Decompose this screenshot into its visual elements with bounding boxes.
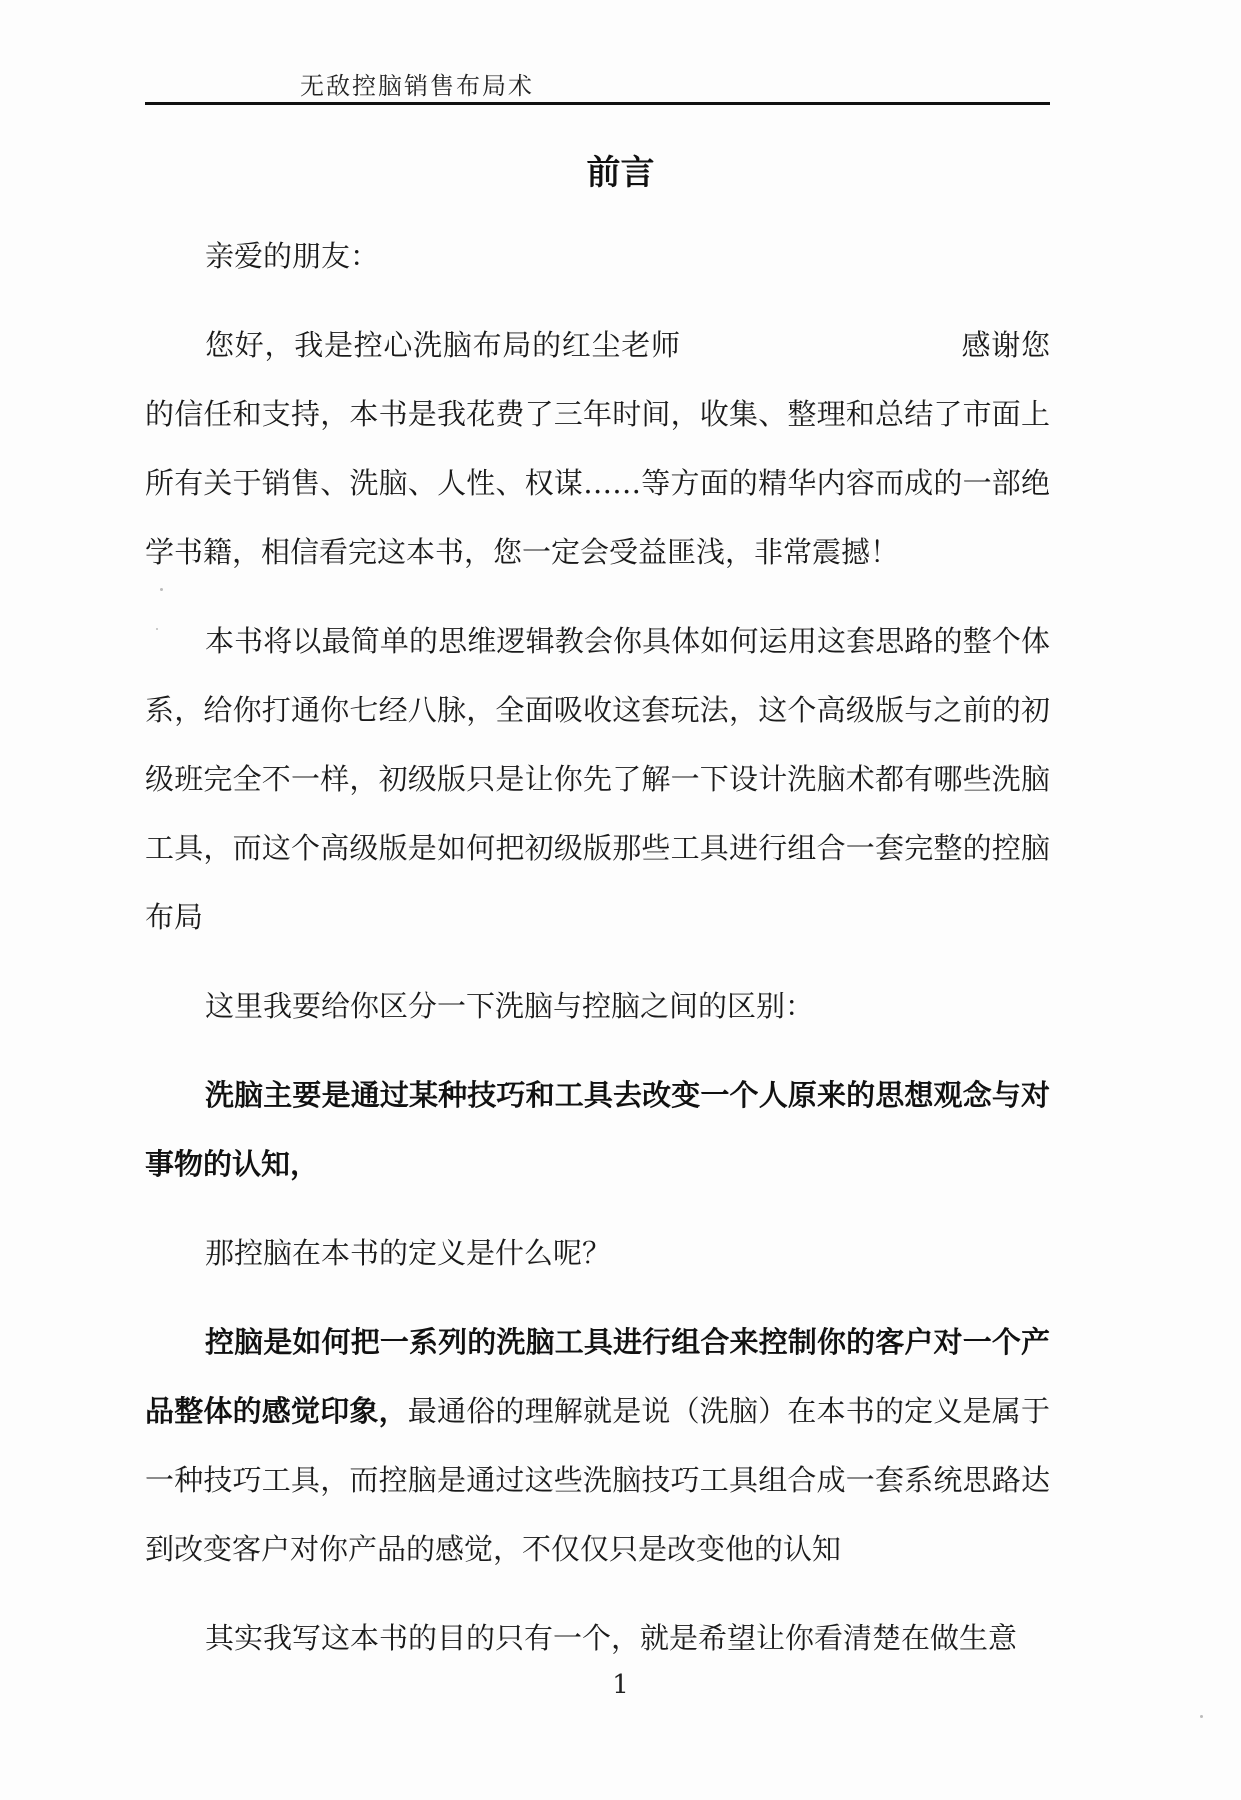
paragraph-text: 这里我要给你区分一下洗脑与控脑之间的区别：: [205, 989, 815, 1023]
paragraph-text: 那控脑在本书的定义是什么呢？: [205, 1236, 612, 1270]
paragraph-bold-text: 洗脑主要是通过某种技巧和工具去改变一个人原来的思想观念与对事物的认知，: [145, 1078, 1050, 1181]
page-title: 前言: [586, 153, 655, 193]
paragraph-control-definition: [145, 1308, 1050, 1584]
page-number: 1: [612, 1670, 629, 1700]
paragraph-bold-text: 控脑是如何把一系列的洗脑工具进行组合来控制你的客户对一个产品整体的感觉印象，: [145, 1325, 1050, 1428]
body-text: [145, 222, 1050, 1693]
scan-artifact: [156, 628, 158, 630]
paragraph-book-purpose: [145, 607, 1050, 952]
paragraph-question: [145, 1219, 1050, 1288]
header-rule: [145, 102, 1050, 105]
paragraph-text: 本书将以最简单的思维逻辑教会你具体如何运用这套思路的整个体系，给你打通你七经八脉，全面吸收这套玩法，这个高级版与之前的初级班完全不一样，初级版只是让你先了解一下设计洗脑术都有哪些洗脑工具，而这个高级版是如何把初级版那些工具进行组合一套完整的控脑布局: [145, 624, 1050, 934]
scan-artifact: [1200, 1715, 1203, 1718]
paragraph-text: 感谢您的信任和支持，本书是我花费了三年时间，收集、整理和总结了市面上所有关于销售、洗脑、人性、权谋……等方面的精华内容而成的一部绝学书籍，相信看完这本书，您一定会受益匪浅，非常震撼！: [145, 328, 1050, 569]
paragraph-text: 亲爱的朋友：: [205, 239, 380, 273]
paragraph-text: 最通俗的理解就是说（洗脑）在本书的定义是属于一种技巧工具，而控脑是通过这些洗脑技巧工具组合成一套系统思路达到改变客户对你产品的感觉，不仅仅只是改变他的认知: [145, 1394, 1050, 1566]
scan-artifact: [160, 588, 163, 591]
paragraph-distinction: [145, 972, 1050, 1041]
paragraph-text: 其实我写这本书的目的只有一个，就是希望让你看清楚在做生意: [205, 1621, 1018, 1655]
paragraph-goal: [145, 1604, 1050, 1673]
running-header: 无敌控脑销售布局术: [300, 72, 534, 100]
paragraph-greeting: [145, 222, 1050, 291]
paragraph-intro: [145, 311, 1050, 587]
paragraph-brainwash-definition: [145, 1061, 1050, 1199]
paragraph-text: 您好，我是控心洗脑布局的红尘老师: [205, 328, 681, 362]
